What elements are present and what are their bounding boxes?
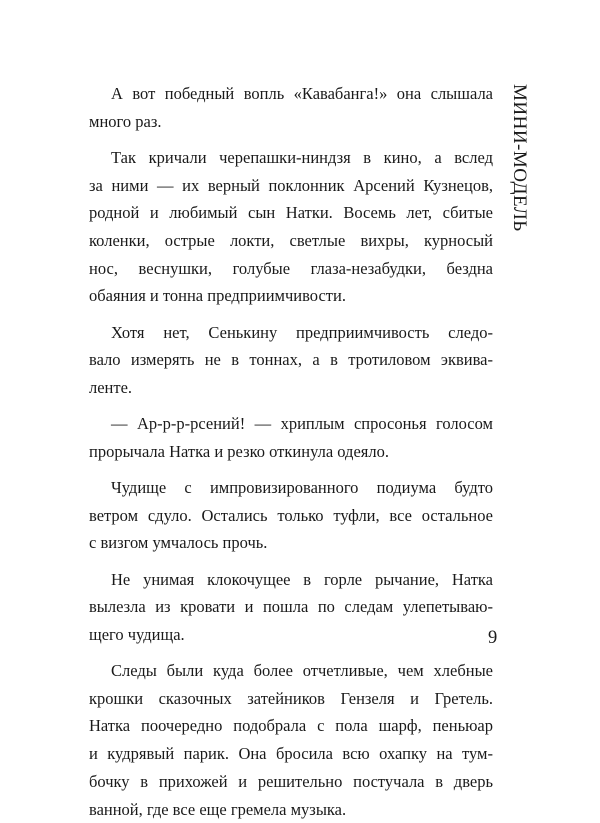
paragraph bbox=[89, 474, 493, 557]
text-line: Натка поочередно подобрала с пола шарф, пеньюар bbox=[89, 712, 493, 740]
text-line: обаяния и тонна предприимчивости. bbox=[89, 282, 493, 310]
text-line: А вот победный вопль «Кавабанга!» она слышала bbox=[89, 80, 493, 108]
text-line: ванной, где все еще гремела музыка. bbox=[89, 796, 493, 823]
paragraph-gap bbox=[89, 135, 493, 144]
text-line: Чудище с импровизированного подиума будто bbox=[89, 474, 493, 502]
text-line: ленте. bbox=[89, 374, 493, 402]
text-line: — Ар-р-р-рсений! — хриплым спросонья голосом bbox=[89, 410, 493, 438]
page-number: 9 bbox=[488, 628, 497, 649]
paragraph-gap bbox=[89, 557, 493, 566]
text-line: вылезла из кровати и пошла по следам улепетываю- bbox=[89, 593, 493, 621]
text-line: ветром сдуло. Остались только туфли, все остальное bbox=[89, 502, 493, 530]
text-line: крошки сказочных затейников Гензеля и Гретель. bbox=[89, 685, 493, 713]
paragraph bbox=[89, 410, 493, 465]
text-line: Так кричали черепашки-ниндзя в кино, а вслед bbox=[89, 144, 493, 172]
paragraph-gap bbox=[89, 465, 493, 474]
body-text bbox=[89, 80, 493, 823]
text-line: вало измерять не в тоннах, а в тротиловом эквива- bbox=[89, 346, 493, 374]
running-head: МИНИ-МОДЕЛЬ bbox=[508, 84, 530, 232]
paragraph bbox=[89, 80, 493, 135]
text-line: родной и любимый сын Натки. Восемь лет, сбитые bbox=[89, 199, 493, 227]
paragraph bbox=[89, 319, 493, 402]
paragraph bbox=[89, 657, 493, 823]
paragraph-gap bbox=[89, 310, 493, 319]
text-line: Хотя нет, Сенькину предприимчивость следо- bbox=[89, 319, 493, 347]
paragraph-gap bbox=[89, 402, 493, 411]
text-line: Не унимая клокочущее в горле рычание, Натка bbox=[89, 566, 493, 594]
text-line: прорычала Натка и резко откинула одеяло. bbox=[89, 438, 493, 466]
text-line: и кудрявый парик. Она бросила всю охапку на тум- bbox=[89, 740, 493, 768]
text-line: нос, веснушки, голубые глаза-незабудки, бездна bbox=[89, 255, 493, 283]
text-line: щего чудища. bbox=[89, 621, 493, 649]
paragraph bbox=[89, 566, 493, 649]
text-line: Следы были куда более отчетливые, чем хлебные bbox=[89, 657, 493, 685]
paragraph bbox=[89, 144, 493, 310]
text-line: коленки, острые локти, светлые вихры, курносый bbox=[89, 227, 493, 255]
text-line: за ними — их верный поклонник Арсений Кузнецов, bbox=[89, 172, 493, 200]
text-line: много раз. bbox=[89, 108, 493, 136]
paragraph-gap bbox=[89, 649, 493, 658]
text-line: с визгом умчалось прочь. bbox=[89, 529, 493, 557]
text-line: бочку в прихожей и решительно постучала в дверь bbox=[89, 768, 493, 796]
